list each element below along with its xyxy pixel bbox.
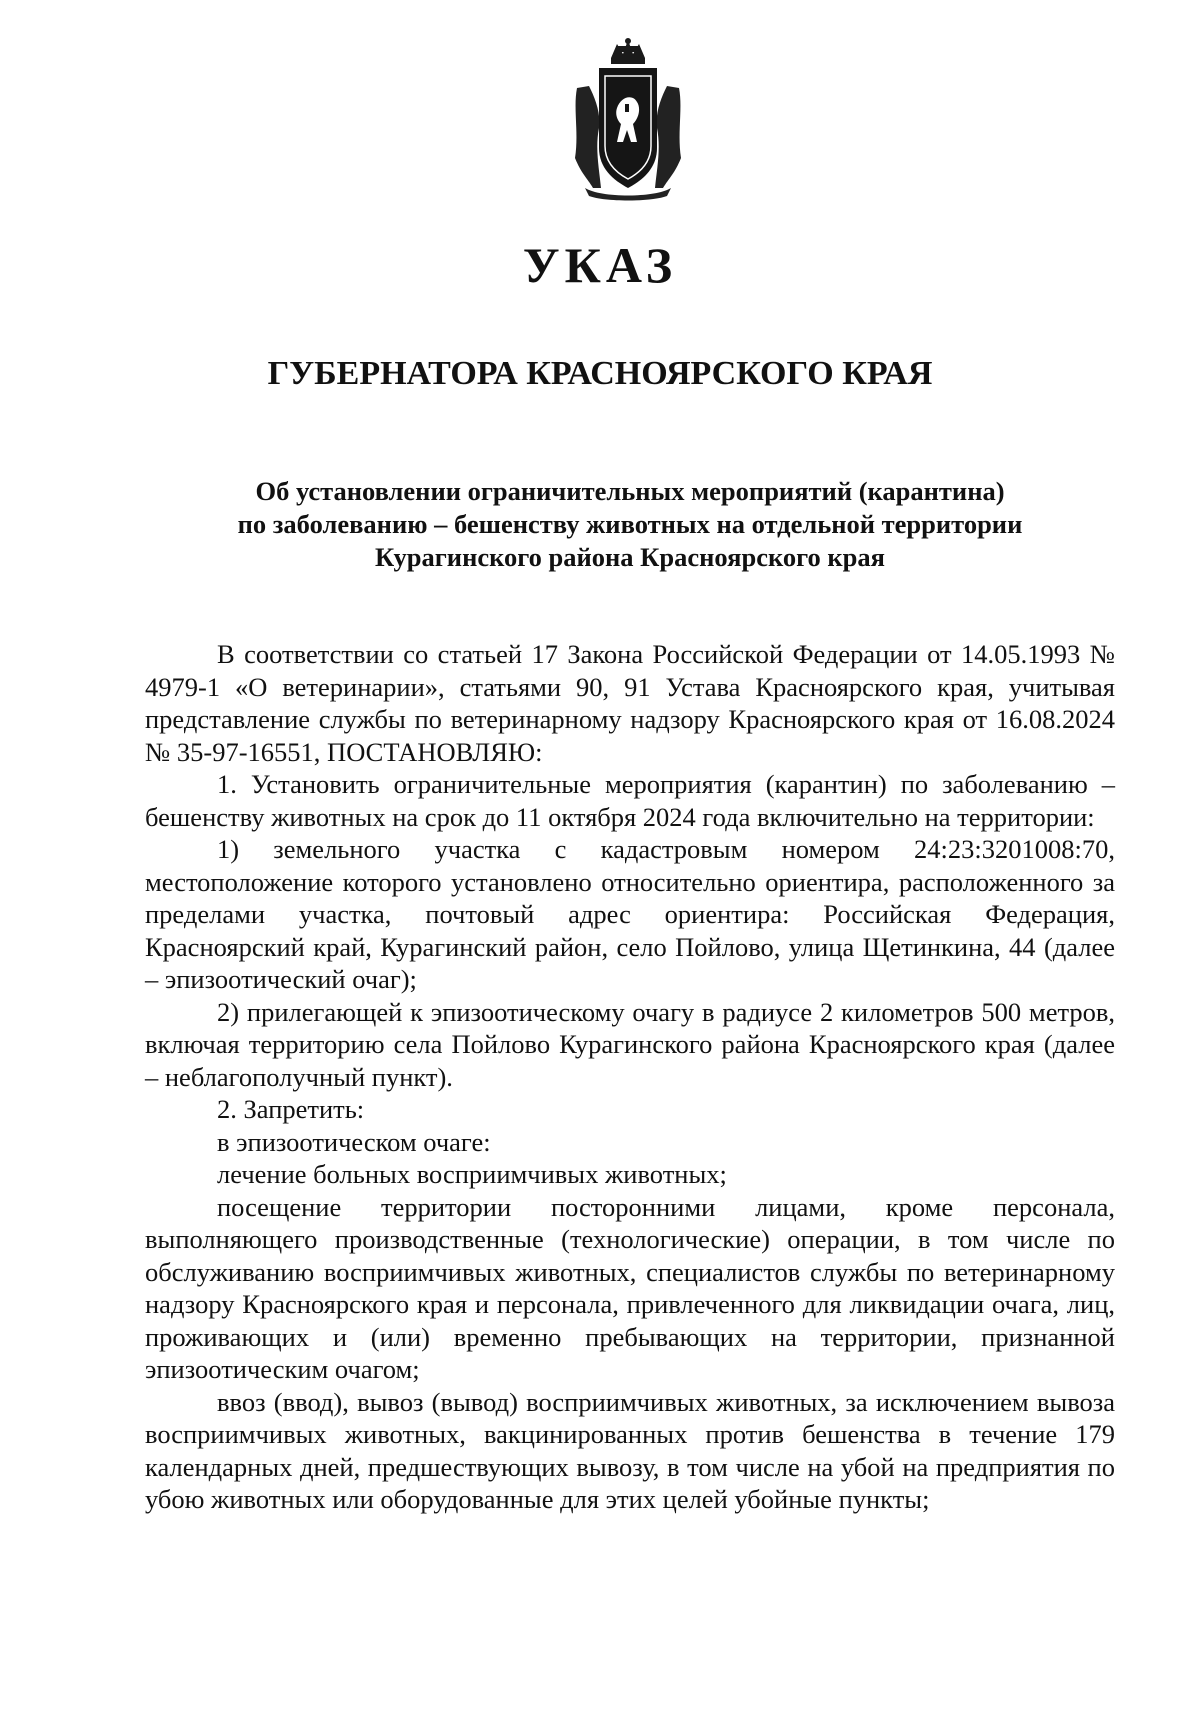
heading-line: Об установлении ограничительных мероприятий (карантина) [255, 476, 1005, 506]
prohibition-item-paragraph: ввоз (ввод), вывоз (вывод) восприимчивых животных, за исключением вывоза восприимчивых животных, вакцинированных против бешенства в течение 179 календарных дней, предшествующих вывозу, в том числе на убой на предприятия по убою животных или оборудованные для этих целей убойные пункты; [145, 1386, 1115, 1514]
prohibition-item-paragraph: лечение больных восприимчивых животных; [217, 1159, 727, 1189]
preamble-paragraph: В соответствии со статьей 17 Закона Российской Федерации от 14.05.1993 № 4979-1 «О ветеринарии», статьями 90, 91 Устава Красноярского края, учитывая представление службы по ветеринарному надзору Красноярского края от 16.08.2024 № 35-97-16551, ПОСТАНОВЛЯЮ: [145, 639, 1115, 767]
document-heading [150, 475, 1110, 574]
heading-line: по заболеванию – бешенству животных на отдельной территории [237, 509, 1023, 539]
coat-of-arms-emblem [571, 38, 685, 202]
clause-2-paragraph: 2. Запретить: [217, 1094, 365, 1124]
heading-line: Курагинского района Красноярского края [374, 542, 886, 572]
document-title: УКАЗ [522, 237, 678, 293]
clause-1-paragraph: 1. Установить ограничительные мероприятия (карантин) по заболеванию – бешенству животных на срок до 11 октября 2024 года включительно на территории: [145, 769, 1115, 832]
prohibition-intro-paragraph: в эпизоотическом очаге: [217, 1126, 491, 1157]
subclause-2-paragraph: 2) прилегающей к эпизоотическому очагу в радиусе 2 километров 500 метров, включая территорию села Пойлово Курагинского района Красноярского края (далее – неблагополучный пункт). [145, 996, 1115, 1092]
document-subtitle: ГУБЕРНАТОРА КРАСНОЯРСКОГО КРАЯ [267, 355, 933, 392]
subclause-1-paragraph: 1) земельного участка с кадастровым номером 24:23:3201008:70, местоположение которого установлено относительно ориентира, расположенного за пределами участка, почтовый адрес ориентира: Российская Федерация, Красноярский край, Курагинский район, село Пойлово, улица Щетинкина, 44 (далее – эпизоотический очаг); [145, 834, 1115, 994]
prohibition-item-paragraph: посещение территории посторонними лицами, кроме персонала, выполняющего производственные (технологические) операции, в том числе по обслуживанию восприимчивых животных, специалистов службы по ветеринарному надзору Красноярского края и персонала, привлеченного для ликвидации очага, лиц, проживающих и (или) временно пребывающих на территории, признанной эпизоотическим очагом; [145, 1191, 1115, 1384]
document-body [145, 638, 1115, 1516]
